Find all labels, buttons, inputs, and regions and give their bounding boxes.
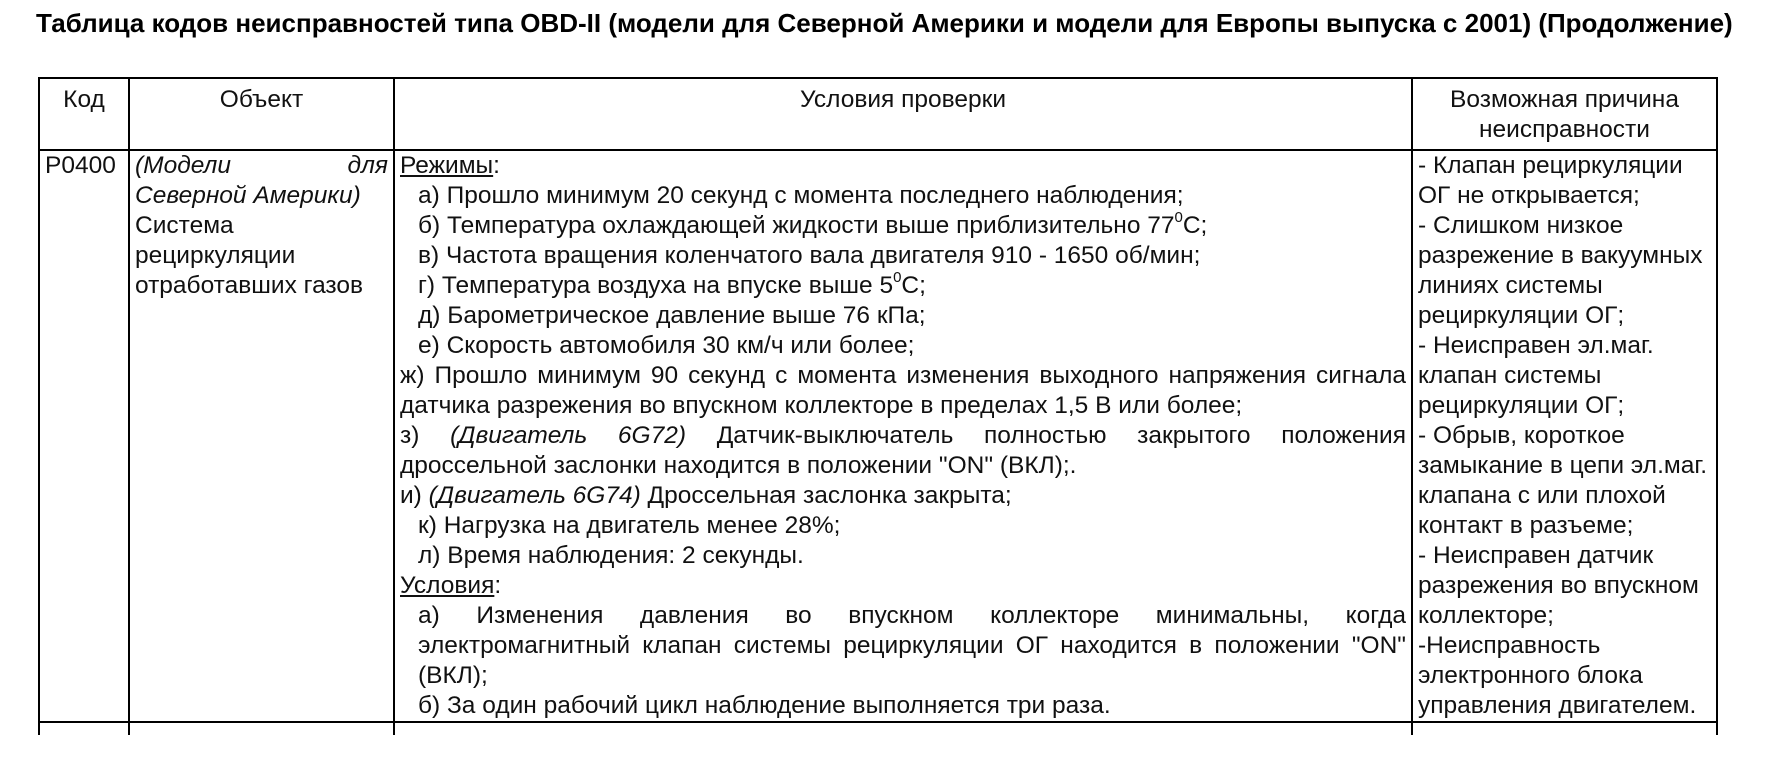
cause-item: - Неисправен датчик разрежения во впускном коллекторе; bbox=[1418, 542, 1699, 629]
header-conditions: Условия проверки bbox=[394, 78, 1412, 150]
mode-item: г) Температура воздуха на впуске выше $5^0C$; bbox=[418, 269, 926, 299]
cell-object bbox=[129, 150, 394, 722]
mode-item: ж) Прошло минимум 90 секунд с момента изменения выходного напряжения сигнала датчика разрежения во впускном коллекторе в пределах 1,5 В или более; bbox=[400, 362, 1406, 419]
object-region-note: (Модели для Северной Америки) bbox=[135, 152, 388, 209]
condition-item: б) За один рабочий цикл наблюдение выполняется три раза. bbox=[418, 692, 1111, 719]
page-title: Таблица кодов неисправностей типа OBD-II (модели для Северной Америки и модели для Европы выпуска с 2001) (Продолжение) bbox=[36, 8, 1733, 38]
cause-item: - Неисправен эл.маг. клапан системы рециркуляции ОГ; bbox=[1418, 332, 1654, 419]
object-system-name: Система рециркуляции отработавших газов bbox=[135, 212, 364, 299]
cause-item: -Неисправность электронного блока управления двигателем. bbox=[1418, 632, 1697, 719]
cause-item: - Обрыв, короткое замыкание в цепи эл.маг. клапана с или плохой контакт в разъеме; bbox=[1418, 422, 1708, 539]
cell-check-conditions: Режимы: а) Прошло минимум 20 секунд с момента последнего наблюдения; б) Температура охлаждающей жидкости выше приблизительно $77^0C$; в) Частота вращения коленчатого вала двигателя 910 - 1650 об/мин; г) Температура воздуха на впуске выше $5^0C$; д) Барометрическое давление выше 76 кПа; е) Скорость автомобиля 30 км/ч или более; ж) Прошло минимум 90 секунд с момента изменения выходного напряжения сигнала датчика разрежения во впускном коллекторе в пределах 1,5 В или более; з) (Двигатель 6G72) Датчик-выключатель полностью закрытого положения дроссельной заслонки находится в положении "ON" (ВКЛ);. и) (Двигатель 6G74) Дроссельная заслонка закрыта; к) Нагрузка на двигатель менее 28%; л) Время наблюдения: 2 секунды. Условия: а) Изменения давления во впускном коллекторе минимальны, когда электромагнитный клапан системы рециркуляции ОГ находится в положении "ON" (ВКЛ); б) За один рабочий цикл наблюдение выполняется три раза. bbox=[394, 150, 1412, 722]
modes-label: Режимы bbox=[400, 152, 494, 179]
conditions-list bbox=[400, 601, 1406, 721]
mode-item: л) Время наблюдения: 2 секунды. bbox=[418, 542, 804, 569]
table-row bbox=[39, 150, 1717, 722]
conditions-label: Условия bbox=[400, 572, 495, 599]
mode-item: к) Нагрузка на двигатель менее 28%; bbox=[418, 512, 841, 539]
header-code: Код bbox=[39, 78, 129, 150]
table-header-row bbox=[39, 78, 1717, 150]
cell-possible-causes bbox=[1412, 150, 1717, 722]
mode-item: б) Температура охлаждающей жидкости выше приблизительно $77^0C$; bbox=[418, 209, 1208, 239]
mode-item: а) Прошло минимум 20 секунд с момента последнего наблюдения; bbox=[418, 182, 1184, 209]
obd-code-table bbox=[38, 77, 1718, 735]
table-row-next-cut bbox=[39, 722, 1717, 735]
cell-code: P0400 bbox=[39, 150, 129, 722]
cause-item: - Слишком низкое разрежение в вакуумных линиях системы рециркуляции ОГ; bbox=[1418, 212, 1703, 329]
causes-list bbox=[1418, 151, 1711, 721]
cause-item: - Клапан рециркуляции ОГ не открывается; bbox=[1418, 152, 1683, 209]
header-object: Объект bbox=[129, 78, 394, 150]
header-cause: Возможная причина неисправности bbox=[1412, 78, 1717, 150]
mode-item: з) (Двигатель 6G72) Датчик-выключатель полностью закрытого положения дроссельной заслонки находится в положении "ON" (ВКЛ);. bbox=[400, 422, 1406, 479]
mode-item: и) (Двигатель 6G74) Дроссельная заслонка закрыта; bbox=[400, 482, 1012, 509]
mode-item: в) Частота вращения коленчатого вала двигателя 910 - 1650 об/мин; bbox=[418, 242, 1201, 269]
mode-item: д) Барометрическое давление выше 76 кПа; bbox=[418, 302, 926, 329]
condition-item: а) Изменения давления во впускном коллекторе минимальны, когда электромагнитный клапан системы рециркуляции ОГ находится в положении "ON" (ВКЛ); bbox=[418, 602, 1406, 689]
modes-list bbox=[400, 181, 1406, 571]
mode-item: е) Скорость автомобиля 30 км/ч или более; bbox=[418, 332, 915, 359]
